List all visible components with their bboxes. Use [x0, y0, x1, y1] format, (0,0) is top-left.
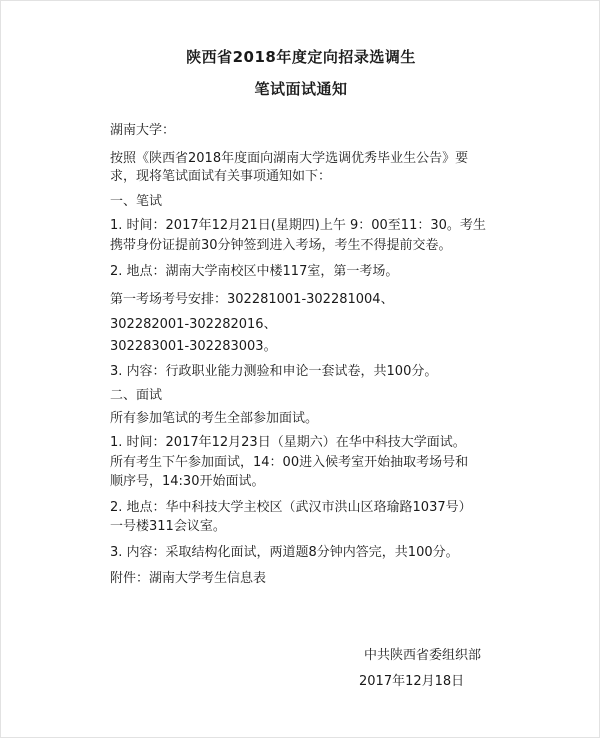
- section-heading-written: 一、笔试: [110, 194, 163, 209]
- exam-numbers-line-1: 第一考场考号安排：302281001-302281004、: [110, 292, 394, 307]
- title-line-1: 陕西省2018年度定向招录选调生: [186, 48, 416, 66]
- title-line-2: 笔试面试通知: [254, 80, 348, 98]
- written-content: 3. 内容：行政职业能力测验和申论一套试卷，共100分。: [110, 364, 438, 379]
- interview-all: 所有参加笔试的考生全部参加面试。: [110, 411, 319, 426]
- section-heading-interview: 二、面试: [110, 388, 163, 403]
- written-time-line-1: 1. 时间：2017年12月21日(星期四)上午 9：00至11：30。考生: [110, 218, 486, 233]
- interview-time-line-2: 所有考生下午参加面试，14：00进入候考室开始抽取考场号和: [110, 455, 469, 470]
- interview-time-line-3: 顺序号，14:30开始面试。: [110, 474, 265, 489]
- interview-place-line-1: 2. 地点：华中科技大学主校区（武汉市洪山区珞瑜路1037号）: [110, 500, 472, 515]
- intro-line-2: 求，现将笔试面试有关事项通知如下：: [110, 169, 332, 184]
- exam-numbers-line-2: 302282001-302282016、: [110, 317, 277, 332]
- attachment: 附件：湖南大学考生信息表: [110, 571, 267, 586]
- written-place: 2. 地点：湖南大学南校区中楼117室，第一考场。: [110, 264, 399, 279]
- intro-line-1: 按照《陕西省2018年度面向湖南大学选调优秀毕业生公告》要: [110, 151, 469, 166]
- signature-org: 中共陕西省委组织部: [364, 648, 482, 663]
- written-time-line-2: 携带身份证提前30分钟签到进入考场，考生不得提前交卷。: [110, 238, 452, 253]
- exam-numbers-line-3: 302283001-302283003。: [110, 339, 277, 354]
- interview-place-line-2: 一号楼311会议室。: [110, 519, 226, 534]
- interview-content: 3. 内容：采取结构化面试，两道题8分钟内答完，共100分。: [110, 545, 459, 560]
- addressee: 湖南大学：: [110, 123, 176, 138]
- signature-date: 2017年12月18日: [359, 674, 465, 689]
- interview-time-line-1: 1. 时间：2017年12月23日（星期六）在华中科技大学面试。: [110, 435, 466, 450]
